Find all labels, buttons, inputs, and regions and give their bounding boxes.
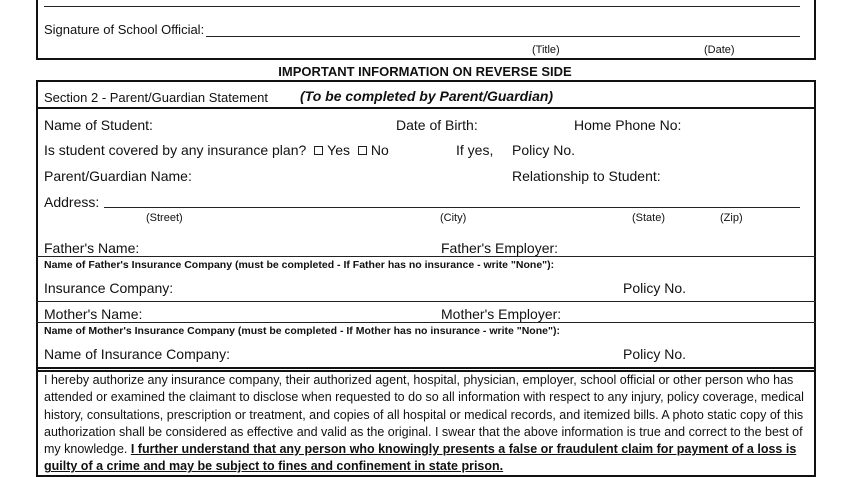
fathers-employer-label: Father's Employer: (441, 240, 559, 256)
authorization-text: I hereby authorize any insurance company, their authorized agent, hospital, physician, employer, school official or other person who has attended or examined the claimant to disclose when requested to do so all information with respect to any injury, policy coverage, medical history, consultations, prescription or treatment, and copies of all hospital or medical records, and itemized bills. A photo static copy of this authorization shall be considered as effective and valid as the original. I swear that the above information is true and correct to the best of my knowledge. (44, 373, 804, 457)
section2-heading: Section 2 - Parent/Guardian Statement (44, 90, 269, 105)
policy-no-label: Policy No. (512, 142, 576, 158)
home-phone-label: Home Phone No: (574, 117, 682, 133)
signature-label: Signature of School Official: (44, 22, 205, 37)
authorization-paragraph (44, 372, 804, 476)
fraud-warning: I further understand that any person who knowingly presents a false or fraudulent claim for payment of a loss is guilty of a crime and may be subject to fines and confinement in state prison. (44, 442, 797, 474)
mother-insurance-note: Name of Mother's Insurance Company (must be completed - If Mother has no insurance - write "None"): (44, 325, 560, 337)
zip-caption: (Zip) (720, 212, 743, 224)
date-of-birth-label: Date of Birth: (396, 117, 478, 133)
mother-policy-no-label: Policy No. (623, 346, 687, 362)
no-label: No (370, 142, 389, 158)
signature-line[interactable] (206, 36, 800, 37)
if-yes-label: If yes, (456, 142, 494, 158)
mothers-name-label: Mother's Name: (44, 306, 143, 322)
name-of-insurance-company-label: Name of Insurance Company: (44, 346, 230, 362)
title-caption: (Title) (532, 44, 560, 56)
mothers-employer-label: Mother's Employer: (441, 306, 562, 322)
top-blank-line[interactable] (44, 6, 800, 7)
father-section-rule (36, 301, 816, 302)
address-line[interactable] (104, 207, 800, 208)
city-caption: (City) (440, 212, 467, 224)
date-caption: (Date) (704, 44, 735, 56)
covered-question (44, 142, 389, 158)
father-rule (36, 256, 816, 257)
no-checkbox[interactable] (358, 146, 367, 155)
insurance-company-label: Insurance Company: (44, 280, 174, 296)
name-of-student-label: Name of Student: (44, 117, 153, 133)
section2-heading-note: (To be completed by Parent/Guardian) (300, 88, 554, 104)
covered-question-label: Is student covered by any insurance plan? (44, 142, 307, 158)
yes-label: Yes (327, 142, 351, 158)
parent-name-label: Parent/Guardian Name: (44, 168, 192, 184)
father-policy-no-label: Policy No. (623, 280, 687, 296)
state-caption: (State) (632, 212, 666, 224)
father-insurance-note: Name of Father's Insurance Company (must be completed - If Father has no insurance - write "None"): (44, 259, 555, 271)
mother-rule (36, 322, 816, 323)
street-caption: (Street) (146, 212, 183, 224)
yes-checkbox[interactable] (314, 146, 323, 155)
important-notice: IMPORTANT INFORMATION ON REVERSE SIDE (278, 64, 572, 79)
fathers-name-label: Father's Name: (44, 240, 140, 256)
address-label: Address: (44, 194, 100, 210)
section2-heading-rule (36, 107, 816, 109)
relationship-label: Relationship to Student: (512, 168, 661, 184)
